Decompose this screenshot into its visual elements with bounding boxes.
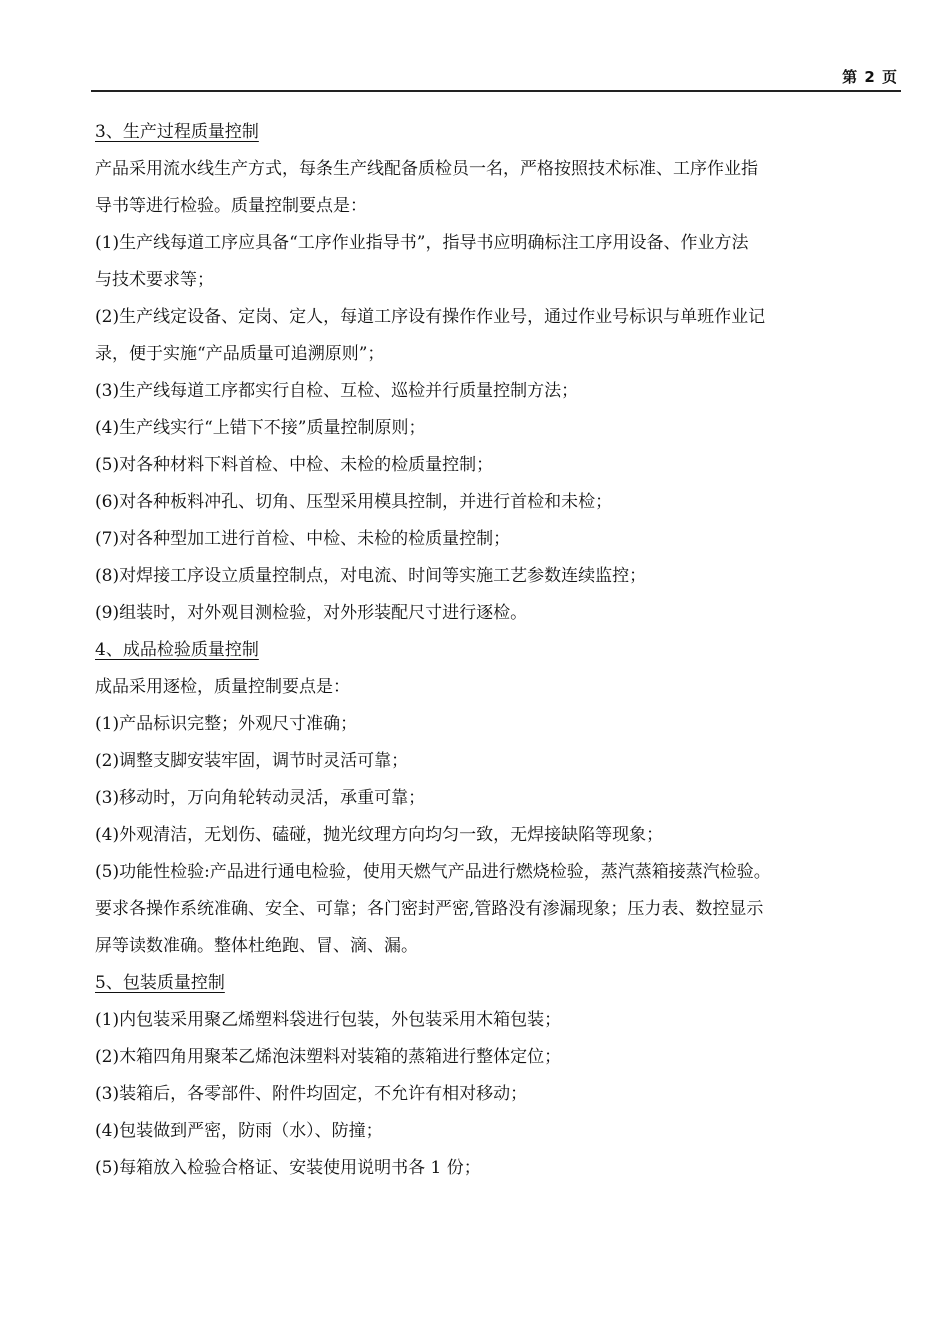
paragraph-line: (4)外观清洁，无划伤、磕碰，抛光纹理方向均匀一致，无焊接缺陷等现象； (95, 825, 664, 845)
paragraph-line: 要求各操作系统准确、安全、可靠；各门密封严密,管路没有渗漏现象；压力表、数控显示 (95, 899, 764, 919)
paragraph-line: (5)对各种材料下料首检、中检、未检的检质量控制； (95, 455, 494, 475)
paragraph-line: 与技术要求等； (95, 270, 214, 290)
paragraph-line: (8)对焊接工序设立质量控制点，对电流、时间等实施工艺参数连续监控； (95, 566, 647, 586)
paragraph-line: (6)对各种板料冲孔、切角、压型采用模具控制，并进行首检和未检； (95, 492, 613, 512)
paragraph-line: 录，便于实施“产品质量可追溯原则”； (95, 344, 385, 364)
document-body (95, 118, 855, 1191)
paragraph-line: (4)包装做到严密，防雨（水）、防撞； (95, 1121, 383, 1141)
page-header (91, 68, 901, 92)
paragraph-line: (9)组装时，对外观目测检验，对外形装配尺寸进行逐检。 (95, 603, 528, 623)
paragraph-line: (3)移动时，万向角轮转动灵活，承重可靠； (95, 788, 426, 808)
paragraph-line: 屏等读数准确。整体杜绝跑、冒、滴、漏。 (95, 936, 418, 956)
paragraph-line: (1)产品标识完整；外观尺寸准确； (95, 714, 358, 734)
paragraph-line: (7)对各种型加工进行首检、中检、未检的检质量控制； (95, 529, 511, 549)
paragraph-line: 产品采用流水线生产方式，每条生产线配备质检员一名，严格按照技术标准、工序作业指 (95, 159, 758, 179)
paragraph-line: 成品采用逐检，质量控制要点是： (95, 677, 350, 697)
paragraph-line: (4)生产线实行“上错下不接”质量控制原则； (95, 418, 426, 438)
paragraph-line: (5)功能性检验:产品进行通电检验，使用天燃气产品进行燃烧检验，蒸汽蒸箱接蒸汽检验。 (95, 862, 771, 882)
paragraph-line: (3)装箱后，各零部件、附件均固定，不允许有相对移动； (95, 1084, 528, 1104)
section-heading: 5、包装质量控制 (95, 973, 225, 993)
paragraph-line: (2)调整支脚安装牢固，调节时灵活可靠； (95, 751, 409, 771)
paragraph-line: (1)生产线每道工序应具备“工序作业指导书”，指导书应明确标注工序用设备、作业方法 (95, 233, 749, 253)
page-number: 第 2 页 (842, 68, 898, 86)
paragraph-line: (1)内包装采用聚乙烯塑料袋进行包装，外包装采用木箱包装； (95, 1010, 562, 1030)
paragraph-line: (5)每箱放入检验合格证、安装使用说明书各 1 份； (95, 1158, 481, 1178)
paragraph-line: (2)木箱四角用聚苯乙烯泡沫塑料对装箱的蒸箱进行整体定位； (95, 1047, 562, 1067)
paragraph-line: (2)生产线定设备、定岗、定人，每道工序设有操作作业号，通过作业号标识与单班作业记 (95, 307, 766, 327)
paragraph-line: 导书等进行检验。质量控制要点是： (95, 196, 367, 216)
paragraph-line: (3)生产线每道工序都实行自检、互检、巡检并行质量控制方法； (95, 381, 579, 401)
section-heading: 4、成品检验质量控制 (95, 640, 259, 660)
section-heading: 3、生产过程质量控制 (95, 122, 259, 142)
